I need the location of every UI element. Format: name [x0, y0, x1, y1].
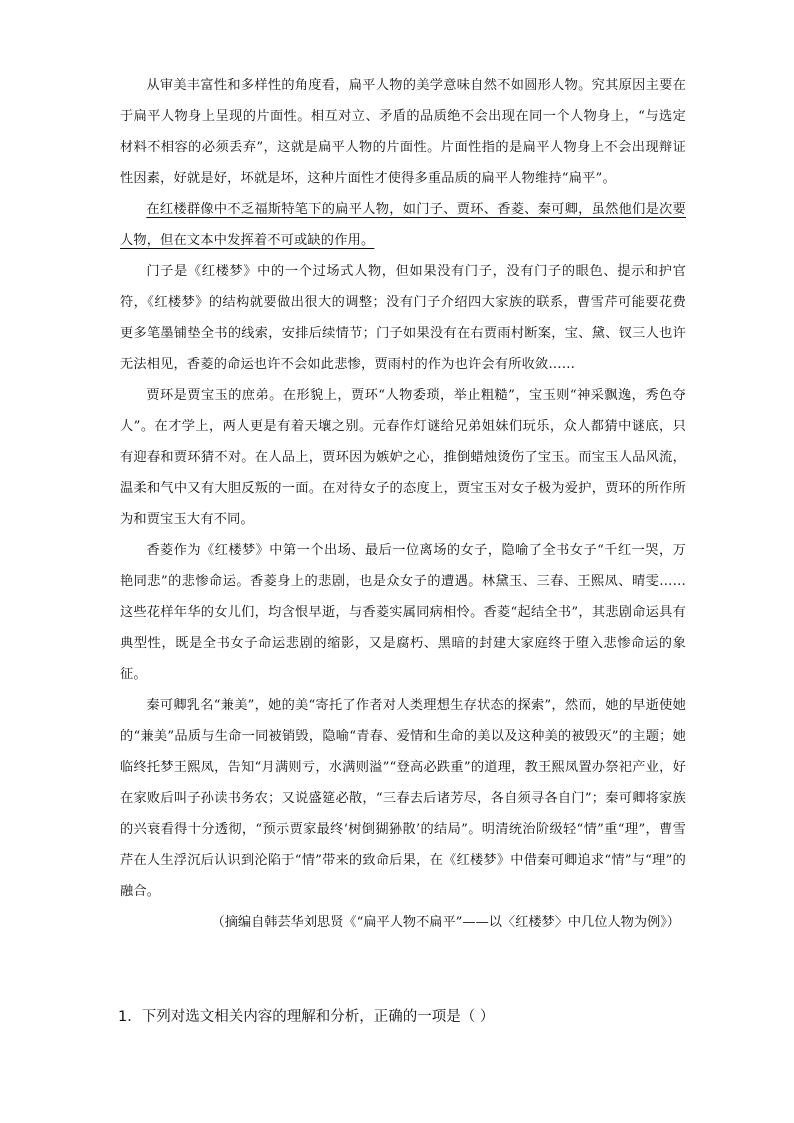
- underlined-thesis-sentence: 在红楼群像中不乏福斯特笔下的扁平人物，如门子、贾环、香菱、秦可卿，虽然他们是次要人物，但在文本中发挥着不可或缺的作用。: [120, 202, 686, 248]
- paragraph-jiahuan: 贾环是贾宝玉的庶弟。在形貌上，贾环“人物委琐，举止粗糙”，宝玉则“神采飘逸，秀色夺人”。在才学上，两人更是有着天壤之别。元春作灯谜给兄弟姐妹们玩乐，众人都猜中谜底，只有迎春和贾环猜不对。在人品上，贾环因为嫉妒之心，推倒蜡烛烫伤了宝玉。而宝玉人品风流，温柔和气中又有大胆反叛的一面。在对待女子的态度上，贾宝玉对女子极为爱护，贾环的所作所为和贾宝玉大有不同。: [120, 388, 686, 527]
- paragraph-menzi: 门子是《红楼梦》中的一个过场式人物，但如果没有门子，没有门子的眼色、提示和护官符，《红楼梦》的结构就要做出很大的调整；没有门子介绍四大家族的联系，曹雪芹可能要花费更多笔墨铺垫全书的线索，安排后续情节；门子如果没有在右贾雨村断案，宝、黛、钗三人也许无法相见，香菱的命运也许不会如此悲惨，贾雨村的作为也许会有所收敛……: [120, 264, 686, 372]
- question-1-prompt: 1．下列对选文相关内容的理解和分析，正确的一项是（ ）: [118, 1009, 495, 1025]
- paragraph-flat-character-aesthetics: 从审美丰富性和多样性的角度看，扁平人物的美学意味自然不如圆形人物。究其原因主要在于扁平人物身上呈现的片面性。相互对立、矛盾的品质绝不会出现在同一个人物身上，“与选定材料不相容的必须丢弃”，这就是扁平人物的片面性。片面性指的是扁平人物身上不会出现辩证性因素，好就是好，坏就是坏，这种片面性才使得多重品质的扁平人物维持“扁平”。: [120, 78, 686, 186]
- article-source-citation: （摘编自韩芸华刘思贤《“扁平人物不扁平”——以〈红楼梦〉中几位人物为例》）: [211, 915, 680, 930]
- paragraph-xiangling: 香菱作为《红楼梦》中第一个出场、最后一位离场的女子，隐喻了全书女子“千红一哭，万艳同悲”的悲惨命运。香菱身上的悲剧，也是众女子的遭遇。林黛玉、三春、王熙凤、晴雯……这些花样年华的女儿们，均含恨早逝，与香菱实属同病相怜。香菱“起结全书”，其悲剧命运具有典型性，既是全书女子命运悲剧的缩影，又是腐朽、黑暗的封建大家庭终于堕入悲惨命运的象征。: [120, 543, 686, 682]
- paragraph-qinkeqing: 秦可卿乳名“兼美”，她的美“寄托了作者对人类理想生存状态的探索”，然而，她的早逝使她的“兼美”品质与生命一同被销毁，隐喻“青春、爱情和生命的美以及这种美的被毁灭”的主题；她临终托梦王熙凤，告知“月满则亏，水满则溢”“登高必跌重”的道理，教王熙凤置办祭祀产业，好在家败后叫子孙读书务农；又说盛筵必散，“三春去后诸芳尽，各自须寻各自门”；秦可卿将家族的兴衰看得十分透彻，“预示贾家最终‘树倒猢狲散’的结局”。明清统治阶级轻“情”重“理”，曹雪芹在人生浮沉后认识到沦陷于“情”带来的致命后果，在《红楼梦》中借秦可卿追求“情”与“理”的融合。: [120, 698, 686, 899]
- paragraph-hongloumeng-flat-characters: [120, 194, 686, 256]
- article-body: [120, 70, 686, 938]
